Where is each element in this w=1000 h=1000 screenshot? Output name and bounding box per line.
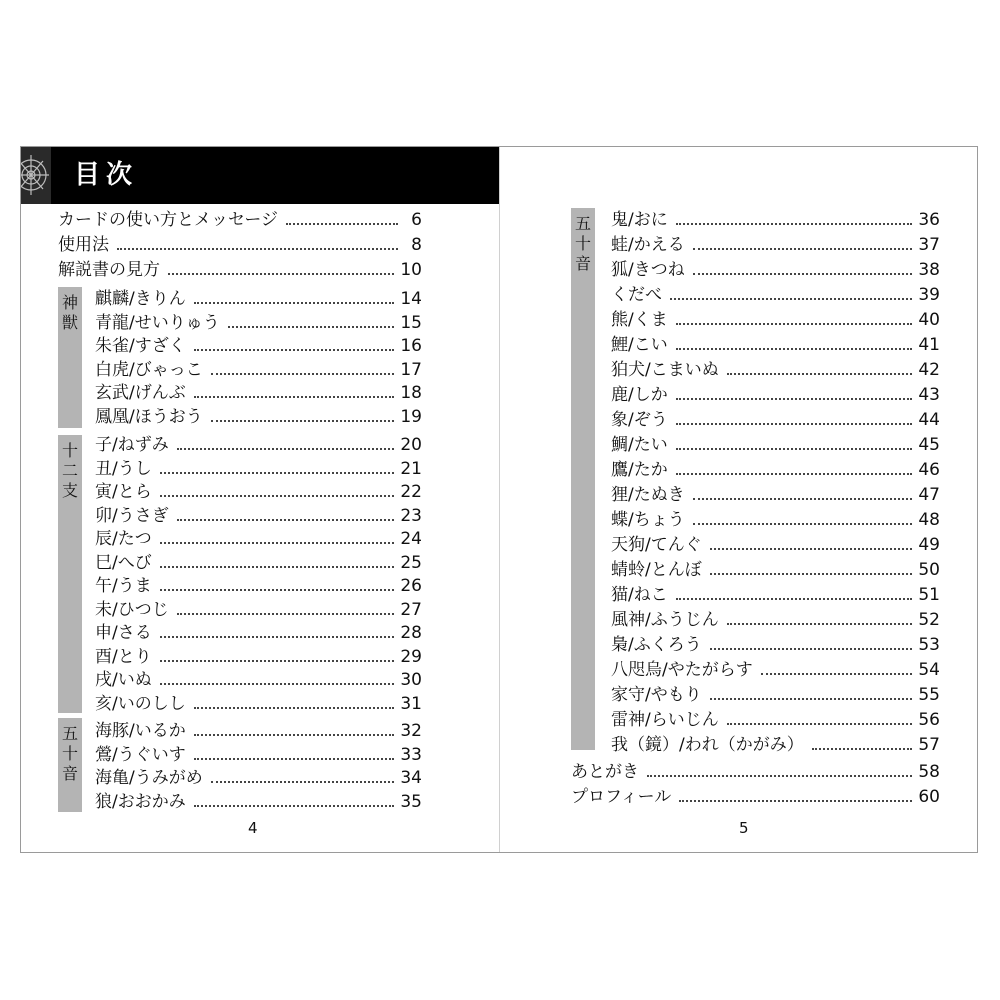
dot-leader: [194, 734, 395, 736]
toc-label: 子/ねずみ: [95, 435, 169, 455]
toc-page-number: 39: [918, 285, 940, 305]
section-tab-junishi: [58, 435, 82, 713]
page-title: 目次: [74, 160, 139, 190]
toc-label: プロフィール: [571, 787, 672, 807]
dot-leader: [679, 800, 912, 802]
toc-page-number: 20: [400, 435, 422, 455]
toc-page-number: 50: [918, 560, 940, 580]
dot-leader: [211, 420, 395, 422]
toc-entry[interactable]: [95, 692, 422, 716]
toc-label: 申/さる: [95, 623, 152, 643]
toc-page-number: 41: [918, 335, 940, 355]
dot-leader: [676, 223, 913, 225]
toc-page-number: 29: [400, 646, 422, 667]
toc-page-number: 58: [918, 762, 940, 782]
dot-leader: [670, 298, 912, 300]
tab-char: 五: [61, 724, 78, 743]
toc-entry[interactable]: [611, 508, 940, 532]
dot-leader: [761, 673, 913, 675]
toc-label: 鶯/うぐいす: [95, 744, 186, 765]
toc-page-number: 31: [400, 693, 422, 714]
toc-label: 巳/へび: [95, 552, 152, 573]
dot-leader: [160, 589, 395, 591]
toc-entry[interactable]: [58, 208, 422, 232]
toc-label: 鯛/たい: [611, 435, 668, 455]
tab-char: 支: [61, 481, 78, 500]
toc-page-number: 30: [400, 670, 422, 690]
toc-entry[interactable]: [95, 287, 422, 311]
dot-leader: [211, 781, 395, 783]
toc-label: 麒麟/きりん: [95, 289, 186, 309]
left-page: [21, 147, 499, 852]
toc-entry[interactable]: [95, 527, 422, 551]
dot-leader: [693, 523, 913, 525]
toc-label: 卯/うさぎ: [95, 505, 169, 526]
toc-entry[interactable]: [95, 504, 422, 528]
toc-entry[interactable]: [611, 533, 940, 557]
dot-leader: [676, 423, 913, 425]
toc-page-number: 21: [400, 458, 422, 479]
dot-leader: [693, 248, 913, 250]
toc-entry[interactable]: [611, 233, 940, 257]
toc-label: 狛犬/こまいぬ: [611, 360, 719, 380]
toc-entry[interactable]: [95, 766, 422, 790]
toc-entry[interactable]: [611, 483, 940, 507]
dot-leader: [194, 396, 395, 398]
toc-page-number: 10: [400, 260, 422, 280]
toc-entry[interactable]: [95, 311, 422, 335]
tab-char: 五: [574, 214, 591, 233]
toc-label: 風神/ふうじん: [611, 610, 719, 630]
toc-entry[interactable]: [95, 480, 422, 504]
toc-entry[interactable]: [95, 719, 422, 743]
page-number-left: 4: [248, 819, 258, 837]
toc-page-number: 44: [918, 410, 940, 430]
toc-label: 丑/うし: [95, 458, 152, 479]
toc-page-number: 36: [918, 210, 940, 230]
toc-page-number: 60: [918, 787, 940, 807]
dot-leader: [177, 448, 395, 450]
dot-leader: [160, 566, 395, 568]
toc-label: 海亀/うみがめ: [95, 768, 203, 788]
toc-page-number: 33: [400, 744, 422, 765]
tab-char: 十: [574, 234, 591, 253]
toc-label: あとがき: [571, 762, 639, 782]
toc-entry[interactable]: [611, 333, 940, 357]
dot-leader: [194, 758, 395, 760]
toc-entry[interactable]: [611, 733, 940, 757]
section-tab-gojuon: [571, 208, 595, 750]
book-spread: [20, 146, 978, 853]
toc-label: くだべ: [611, 285, 662, 305]
chrysanthemum-crest-icon: [21, 147, 51, 204]
toc-page-number: 52: [918, 610, 940, 630]
toc-label: 鹿/しか: [611, 385, 668, 405]
dot-leader: [211, 373, 395, 375]
toc-page-number: 28: [400, 623, 422, 643]
tab-char: 音: [61, 764, 78, 783]
dot-leader: [160, 472, 395, 474]
tab-char: 十: [61, 744, 78, 763]
toc-label: 白虎/びゃっこ: [95, 359, 203, 380]
dot-leader: [727, 373, 913, 375]
toc-entry[interactable]: [611, 558, 940, 582]
toc-entry[interactable]: [611, 633, 940, 657]
dot-leader: [676, 323, 913, 325]
dot-leader: [160, 542, 395, 544]
toc-label: 未/ひつじ: [95, 599, 169, 620]
dot-leader: [194, 302, 395, 304]
toc-label: 我（鏡）/われ（かがみ）: [611, 735, 804, 755]
toc-entry[interactable]: [95, 598, 422, 622]
tab-char: 二: [61, 461, 78, 480]
toc-label: 海豚/いるか: [95, 721, 186, 741]
toc-entry[interactable]: [95, 574, 422, 598]
section-tab-gojuon: [58, 718, 82, 812]
toc-page-number: 47: [918, 485, 940, 505]
toc-label: 鷹/たか: [611, 460, 668, 480]
toc-label: 青龍/せいりゅう: [95, 312, 220, 333]
toc-label: 鳳凰/ほうおう: [95, 406, 203, 427]
toc-page-number: 56: [918, 710, 940, 730]
dot-leader: [676, 348, 913, 350]
toc-label: 蝶/ちょう: [611, 510, 685, 530]
toc-label: 鯉/こい: [611, 335, 668, 355]
toc-label: 亥/いのしし: [95, 693, 186, 714]
toc-entry[interactable]: [611, 658, 940, 682]
toc-page-number: 57: [918, 735, 940, 755]
toc-entry[interactable]: [611, 208, 940, 232]
toc-label: 鬼/おに: [611, 210, 668, 230]
tab-char: 神: [61, 293, 78, 312]
toc-page-number: 38: [918, 260, 940, 280]
toc-label: 解説書の見方: [58, 260, 160, 280]
toc-page-number: 37: [918, 235, 940, 255]
toc-entry[interactable]: [58, 258, 422, 282]
toc-label: 狼/おおかみ: [95, 791, 186, 812]
toc-page-number: 42: [918, 360, 940, 380]
dot-leader: [194, 349, 395, 351]
dot-leader: [710, 548, 913, 550]
dot-leader: [727, 723, 913, 725]
toc-entry[interactable]: [611, 308, 940, 332]
toc-label: 狐/きつね: [611, 260, 685, 280]
toc-label: 蜻蛉/とんぼ: [611, 560, 702, 580]
toc-entry[interactable]: [95, 645, 422, 669]
toc-entry[interactable]: [95, 551, 422, 575]
dot-leader: [676, 448, 913, 450]
toc-label: 天狗/てんぐ: [611, 535, 702, 555]
toc-page-number: 27: [400, 599, 422, 620]
toc-label: 蛙/かえる: [611, 235, 685, 255]
toc-entry[interactable]: [95, 457, 422, 481]
dot-leader: [168, 273, 394, 275]
toc-label: 酉/とり: [95, 646, 152, 667]
toc-page-number: 40: [918, 310, 940, 330]
dot-leader: [647, 775, 912, 777]
dot-leader: [160, 495, 395, 497]
toc-page-number: 45: [918, 435, 940, 455]
toc-page-number: 55: [918, 685, 940, 705]
toc-page-number: 23: [400, 505, 422, 526]
dot-leader: [676, 598, 913, 600]
toc-entry[interactable]: [571, 760, 940, 784]
toc-label: 猫/ねこ: [611, 585, 668, 605]
toc-label: 八咫烏/やたがらす: [611, 660, 753, 680]
toc-page-number: 6: [411, 210, 422, 230]
toc-page-number: 26: [400, 576, 422, 596]
toc-label: 辰/たつ: [95, 529, 152, 549]
dot-leader: [228, 326, 395, 328]
dot-leader: [676, 473, 913, 475]
toc-page-number: 48: [918, 510, 940, 530]
toc-entry[interactable]: [611, 358, 940, 382]
toc-label: 朱雀/すざく: [95, 336, 186, 356]
toc-label: 狸/たぬき: [611, 485, 685, 505]
toc-page-number: 54: [918, 660, 940, 680]
toc-label: 使用法: [58, 235, 109, 255]
toc-page-number: 32: [400, 721, 422, 741]
toc-page-number: 43: [918, 385, 940, 405]
dot-leader: [194, 805, 395, 807]
toc-page-number: 51: [918, 585, 940, 605]
toc-entry[interactable]: [95, 743, 422, 767]
toc-entry[interactable]: [611, 408, 940, 432]
toc-entry[interactable]: [95, 790, 422, 814]
dot-leader: [727, 623, 913, 625]
toc-label: 玄武/げんぶ: [95, 383, 186, 403]
header-bar: [21, 147, 499, 204]
dot-leader: [160, 636, 395, 638]
toc-entry[interactable]: [95, 334, 422, 358]
toc-page-number: 25: [400, 552, 422, 573]
dot-leader: [676, 398, 913, 400]
toc-label: 午/うま: [95, 576, 152, 596]
dot-leader: [710, 573, 913, 575]
toc-page-number: 16: [400, 336, 422, 356]
tab-char: 獣: [61, 313, 78, 332]
toc-page-number: 46: [918, 460, 940, 480]
dot-leader: [812, 748, 913, 750]
page-number-right: 5: [739, 819, 749, 837]
dot-leader: [693, 273, 913, 275]
toc-page-number: 17: [400, 359, 422, 380]
toc-entry[interactable]: [95, 358, 422, 382]
dot-leader: [710, 698, 913, 700]
toc-entry[interactable]: [611, 283, 940, 307]
toc-entry[interactable]: [611, 458, 940, 482]
toc-label: 熊/くま: [611, 310, 668, 330]
toc-page-number: 22: [400, 482, 422, 502]
toc-entry[interactable]: [611, 708, 940, 732]
toc-entry[interactable]: [611, 583, 940, 607]
toc-page-number: 35: [400, 791, 422, 812]
toc-page-number: 14: [400, 289, 422, 309]
toc-entry[interactable]: [95, 433, 422, 457]
toc-page-number: 15: [400, 312, 422, 333]
dot-leader: [160, 683, 395, 685]
toc-label: 寅/とら: [95, 482, 152, 502]
section-tab-shinju: [58, 287, 82, 428]
toc-entry[interactable]: [611, 433, 940, 457]
toc-entry[interactable]: [58, 233, 422, 257]
toc-entry[interactable]: [611, 383, 940, 407]
toc-entry[interactable]: [95, 381, 422, 405]
toc-page-number: 49: [918, 535, 940, 555]
dot-leader: [177, 613, 395, 615]
toc-entry[interactable]: [571, 785, 940, 809]
dot-leader: [693, 498, 913, 500]
toc-entry[interactable]: [95, 668, 422, 692]
toc-page-number: 19: [400, 406, 422, 427]
dot-leader: [710, 648, 913, 650]
toc-label: 象/ぞう: [611, 410, 668, 430]
dot-leader: [194, 707, 395, 709]
toc-entry[interactable]: [95, 621, 422, 645]
dot-leader: [177, 519, 395, 521]
tab-char: 十: [61, 441, 78, 460]
toc-entry[interactable]: [611, 683, 940, 707]
toc-page-number: 53: [918, 635, 940, 655]
toc-label: 梟/ふくろう: [611, 635, 702, 655]
right-page: [500, 147, 978, 852]
dot-leader: [160, 660, 395, 662]
toc-label: カードの使い方とメッセージ: [58, 210, 278, 230]
toc-entry[interactable]: [611, 258, 940, 282]
toc-page-number: 18: [400, 383, 422, 403]
dot-leader: [117, 248, 398, 250]
toc-entry[interactable]: [95, 405, 422, 429]
tab-char: 音: [574, 254, 591, 273]
toc-page-number: 34: [400, 768, 422, 788]
toc-entry[interactable]: [611, 608, 940, 632]
dot-leader: [286, 223, 398, 225]
toc-label: 戌/いぬ: [95, 670, 152, 690]
toc-page-number: 24: [400, 529, 422, 549]
toc-label: 家守/やもり: [611, 685, 702, 705]
toc-label: 雷神/らいじん: [611, 710, 719, 730]
toc-page-number: 8: [411, 235, 422, 255]
